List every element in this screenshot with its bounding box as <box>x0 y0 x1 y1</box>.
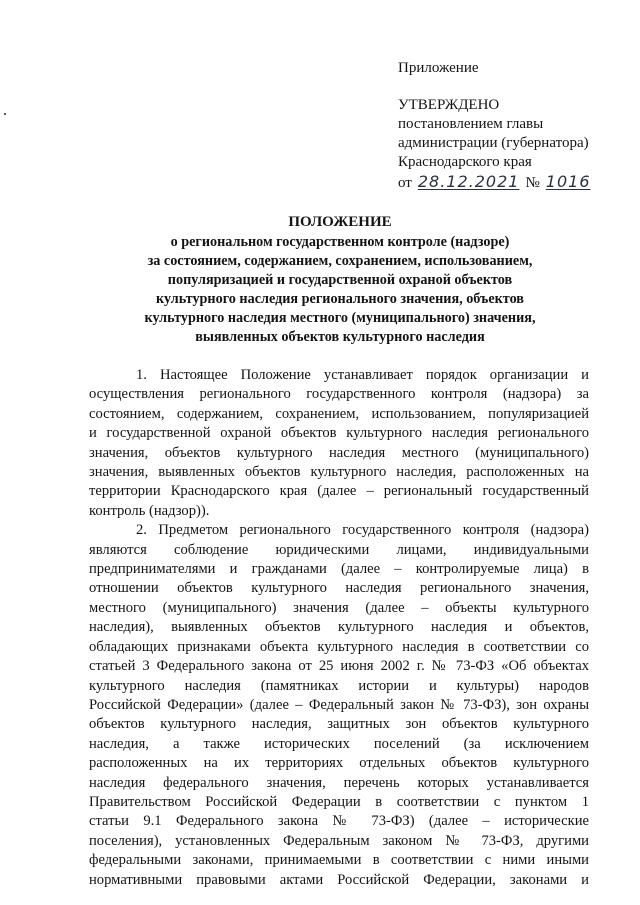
document-title <box>40 213 640 347</box>
handwritten-number: 1016 <box>545 172 591 191</box>
text-line: и государственной охраной объектов культурного наследия регионального <box>89 425 589 442</box>
text-line: состоянием, содержанием, сохранением, использованием, популяризацией <box>89 405 589 422</box>
text-line: значения, выявленных объектов культурного наследия, расположенных на <box>89 464 589 481</box>
text-line: статьи 9.1 Федерального закона № 73-ФЗ) (далее – исторические <box>89 813 589 830</box>
text-line: территории Краснодарского края (далее – региональный государственный <box>89 483 589 500</box>
text-line: осуществления регионального государственного контроля (надзора) за <box>89 386 589 403</box>
text-line: 2. Предметом регионального государственного контроля (надзора) <box>136 522 589 539</box>
title-line: о региональном государственном контроле (надзоре) <box>170 234 510 250</box>
text-line: наследия федерального значения, перечень которых устанавливается <box>89 774 589 791</box>
text-line: расположенных на их территориях отдельных объектов культурного <box>89 755 589 772</box>
text-line: культурного наследия (памятниках истории и культуры) народов <box>89 677 589 694</box>
approval-line: Краснодарского края <box>398 154 532 170</box>
text-line: Российской Федерации» (далее – Федеральный закон № 73-ФЗ), зон охраны <box>89 696 589 713</box>
text-line: нормативными правовыми актами Российской Федерации, законами и <box>89 871 589 888</box>
number-sign: № <box>525 175 540 191</box>
paragraph-2 <box>89 521 589 890</box>
text-line: контроль (надзор)). <box>89 502 210 519</box>
text-line: Правительством Российской Федерации в соответствии с пунктом 1 <box>89 793 589 810</box>
title-line: культурного наследия регионального значения, объектов <box>156 291 524 307</box>
date-prefix: от <box>398 175 412 191</box>
text-line: статьей 3 Федерального закона от 25 июня 2002 г. № 73-ФЗ «Об объектах <box>89 658 589 675</box>
approval-title: УТВЕРЖДЕНО <box>398 97 500 113</box>
text-line: обладающих признаками объекта культурного наследия в соответствии со <box>89 638 589 655</box>
text-line: 1. Настоящее Положение устанавливает порядок организации и <box>136 367 589 383</box>
text-line: значения, объектов культурного наследия местного (муниципального) <box>89 444 589 461</box>
text-line: предпринимателями и гражданами (далее – контролируемые лица) в <box>89 561 589 578</box>
text-line: наследия, а также исторических поселений (за исключением <box>89 735 589 752</box>
approval-date-line <box>398 172 591 193</box>
approval-line: администрации (губернатора) <box>398 135 589 151</box>
title-line: культурного наследия местного (муниципального) значения, <box>144 310 536 326</box>
appendix-label: Приложение <box>398 60 479 76</box>
handwritten-date: 28.12.2021 <box>417 172 520 191</box>
scan-speck <box>4 113 6 115</box>
paragraph-1 <box>89 366 589 521</box>
title-line: выявленных объектов культурного наследия <box>195 329 485 345</box>
text-line: отношении объектов культурного наследия регионального значения, <box>89 580 589 597</box>
text-line: являются соблюдение юридическими лицами, индивидуальными <box>89 541 589 558</box>
title-main: ПОЛОЖЕНИЕ <box>288 214 392 230</box>
text-line: наследия), выявленных объектов культурного наследия и объектов, <box>89 619 589 636</box>
text-line: федеральными законами, принимаемыми в соответствии с ними иными <box>89 852 589 869</box>
title-line: популяризацией и государственной охраной объектов <box>167 272 513 288</box>
text-line: объектов культурного наследия, защитных зон объектов культурного <box>89 716 589 733</box>
approval-block <box>398 96 591 193</box>
text-line: поселения), установленных Федеральным законом № 73-ФЗ, другими <box>89 832 589 849</box>
document-body <box>89 366 589 890</box>
text-line: местного (муниципального) значения (далее – объекты культурного <box>89 599 589 616</box>
approval-line: постановлением главы <box>398 116 544 132</box>
title-line: за состоянием, содержанием, сохранением, использованием, <box>147 253 533 269</box>
